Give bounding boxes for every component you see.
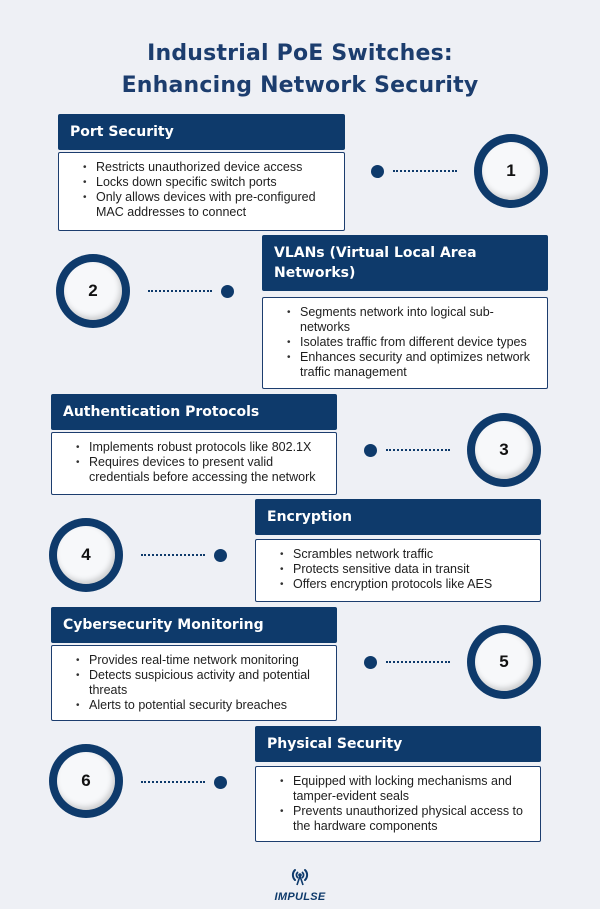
- section-box-physical-security: [255, 766, 541, 842]
- step-circle-2: [56, 254, 130, 328]
- connector-line: [393, 170, 457, 172]
- bullet: • Only allows devices with pre-configured MAC addresses to connect: [83, 190, 334, 220]
- connector-line: [386, 449, 450, 451]
- section-box-encryption: [255, 539, 541, 602]
- step-number: 1: [482, 142, 540, 200]
- section-heading-authentication: Authentication Protocols: [51, 394, 337, 430]
- page-title: [0, 38, 600, 102]
- step-number: 5: [475, 633, 533, 691]
- title-line-1: Industrial PoE Switches:: [147, 41, 453, 66]
- connector-dot: [214, 549, 227, 562]
- section-heading-physical-security: Physical Security: [255, 726, 541, 762]
- signal-tower-icon: [289, 866, 311, 886]
- section-heading-vlans: VLANs (Virtual Local Area Networks): [262, 235, 548, 291]
- connector-dot: [371, 165, 384, 178]
- bullet: • Implements robust protocols like 802.1X: [76, 440, 326, 455]
- bullet: • Protects sensitive data in transit: [280, 562, 530, 577]
- connector-line: [148, 290, 212, 292]
- bullet: • Enhances security and optimizes network traffic management: [287, 350, 537, 380]
- step-circle-3: [467, 413, 541, 487]
- step-number: 4: [57, 526, 115, 584]
- bullet: • Alerts to potential security breaches: [76, 698, 326, 713]
- title-line-2: Enhancing Network Security: [121, 73, 479, 98]
- connector-line: [386, 661, 450, 663]
- bullet: • Equipped with locking mechanisms and tamper-evident seals: [280, 774, 530, 804]
- bullet: • Restricts unauthorized device access: [83, 160, 334, 175]
- bullet: • Segments network into logical sub-networks: [287, 305, 537, 335]
- step-number: 3: [475, 421, 533, 479]
- connector-line: [141, 781, 205, 783]
- section-box-authentication: [51, 432, 337, 495]
- bullet: • Provides real-time network monitoring: [76, 653, 326, 668]
- bullet: • Scrambles network traffic: [280, 547, 530, 562]
- step-circle-6: [49, 744, 123, 818]
- step-number: 2: [64, 262, 122, 320]
- section-heading-cybersecurity-monitoring: Cybersecurity Monitoring: [51, 607, 337, 643]
- bullet: • Prevents unauthorized physical access to the hardware components: [280, 804, 530, 834]
- step-circle-4: [49, 518, 123, 592]
- step-circle-1: [474, 134, 548, 208]
- logo-text: IMPULSE: [274, 891, 326, 903]
- section-heading-encryption: Encryption: [255, 499, 541, 535]
- connector-dot: [214, 776, 227, 789]
- section-box-port-security: [58, 152, 345, 231]
- section-box-vlans: [262, 297, 548, 389]
- connector-dot: [364, 444, 377, 457]
- bullet: • Requires devices to present valid credentials before accessing the network: [76, 455, 326, 485]
- impulse-logo: [262, 866, 338, 903]
- connector-line: [141, 554, 205, 556]
- bullet: • Locks down specific switch ports: [83, 175, 334, 190]
- section-heading-port-security: Port Security: [58, 114, 345, 150]
- step-circle-5: [467, 625, 541, 699]
- bullet: • Isolates traffic from different device types: [287, 335, 537, 350]
- bullet: • Detects suspicious activity and potential threats: [76, 668, 326, 698]
- section-box-cybersecurity-monitoring: [51, 645, 337, 721]
- bullet: • Offers encryption protocols like AES: [280, 577, 530, 592]
- connector-dot: [364, 656, 377, 669]
- step-number: 6: [57, 752, 115, 810]
- connector-dot: [221, 285, 234, 298]
